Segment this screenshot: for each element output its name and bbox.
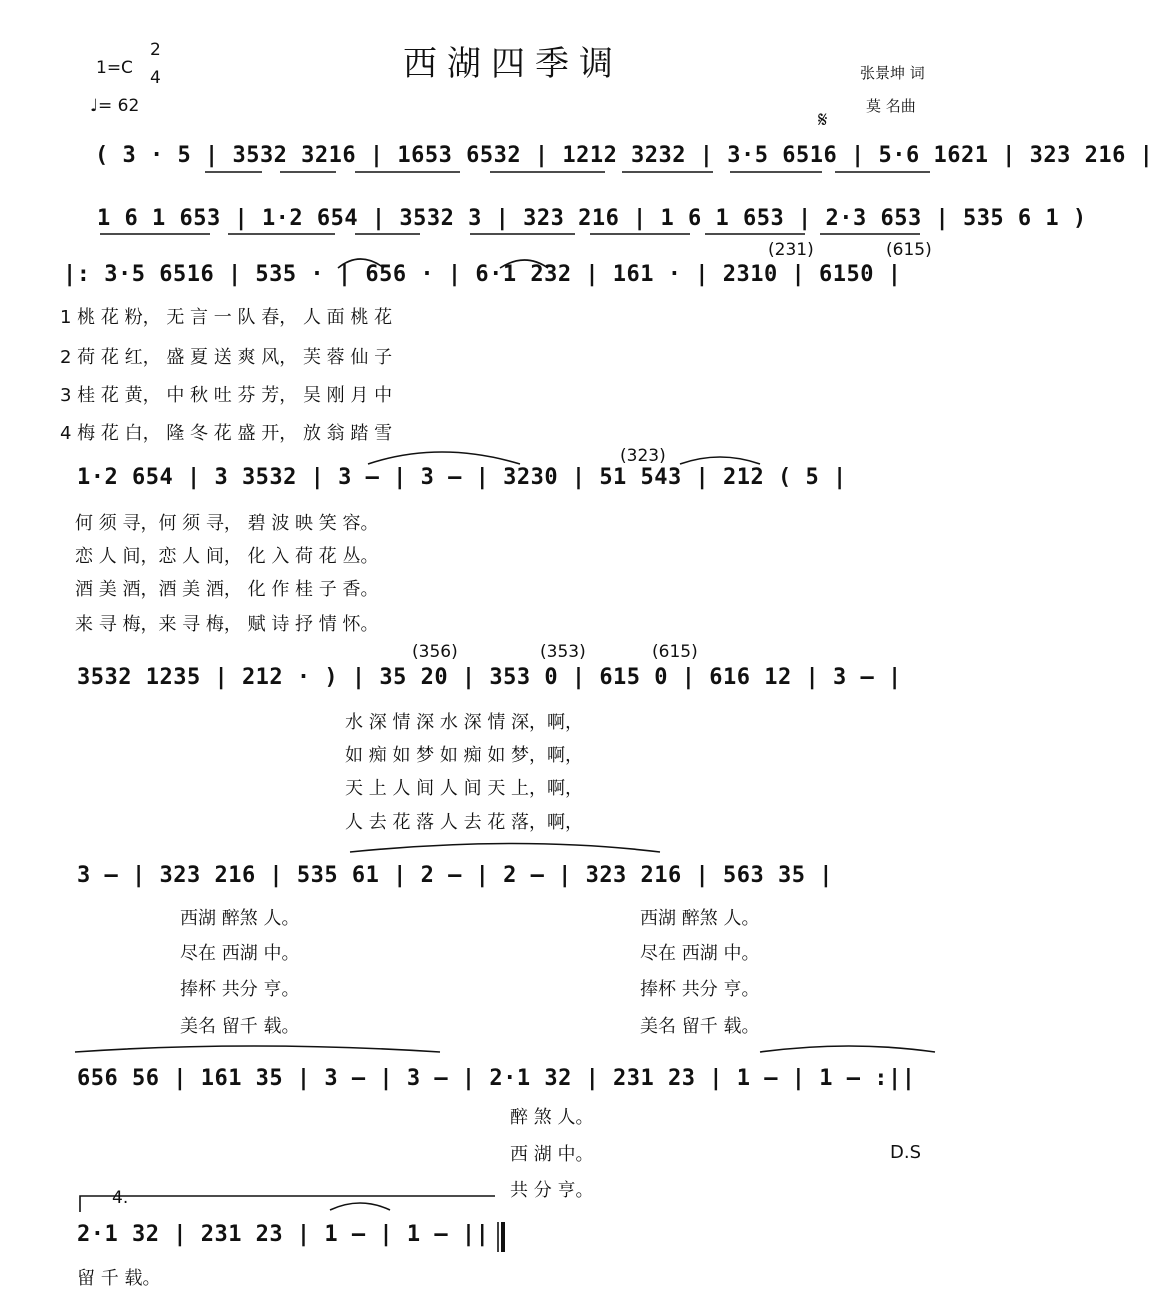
lyric-verse-3: 酒 美 酒，酒 美 酒， 化 作 桂 子 香。 [75, 579, 379, 600]
lyric-verse-1: 水 深 情 深 水 深 情 深，啊， [345, 712, 584, 733]
lyric-final-1: 醉 煞 人。 [510, 1107, 594, 1128]
lyric-verse-2: 尽在 西湖 中。 [640, 943, 760, 964]
lyric-verse-1: 何 须 寻，何 须 寻， 碧 波 映 笑 容。 [75, 513, 379, 534]
slur-arc [500, 260, 548, 268]
time-signature-top: 2 [150, 40, 161, 60]
slur-arc [760, 1046, 935, 1052]
tempo-marking: ♩= 62 [90, 96, 140, 116]
volta-number: 4. [112, 1188, 129, 1208]
notation-line-7: 656 56 | 161 35 | 3 — | 3 — | 2·1 32 | 231 23 | 1 — | 1 — :|| [77, 1066, 916, 1091]
segno-icon: 𝄋 [818, 108, 828, 133]
lyric-verse-4: 4 梅 花 白， 隆 冬 花 盛 开， 放 翁 踏 雪 [60, 423, 393, 444]
notation-line-8: 2·1 32 | 231 23 | 1 — | 1 — || [77, 1222, 490, 1247]
lyric-verse-3: 3 桂 花 黄， 中 秋 吐 芬 芳， 吴 刚 月 中 [60, 385, 393, 406]
lyric-verse-4: 美名 留千 载。 [640, 1016, 760, 1037]
alternate-notes: (615) [652, 642, 698, 662]
lyric-verse-4: 人 去 花 落 人 去 花 落，啊， [345, 812, 584, 833]
notation-line-3: |: 3·5 6516 | 535 · | 656 · | 6·1 232 | 161 · | 2310 | 6150 | [63, 262, 902, 287]
lyric-final-3: 共 分 亨。 [510, 1180, 594, 1201]
alternate-notes: (356) [412, 642, 458, 662]
slur-arc [330, 1203, 390, 1210]
song-title: 西湖四季调 [403, 44, 623, 84]
lyric-verse-4: 来 寻 梅，来 寻 梅， 赋 诗 抒 情 怀。 [75, 614, 379, 635]
alternate-notes: (231) [768, 240, 814, 260]
alternate-notes: (323) [620, 446, 666, 466]
slur-arc [338, 259, 384, 268]
volta-bracket [80, 1196, 495, 1212]
lyric-verse-1: 西湖 醉煞 人。 [180, 908, 300, 929]
key-signature: 1=C [96, 58, 133, 78]
lyric-verse-2: 2 荷 花 红， 盛 夏 送 爽 风， 芙 蓉 仙 子 [60, 347, 393, 368]
lyric-verse-3: 捧杯 共分 亨。 [640, 979, 760, 1000]
lyricist-credit: 张景坤 词 [860, 64, 925, 82]
lyric-verse-3: 天 上 人 间 人 间 天 上，啊， [345, 778, 584, 799]
notation-line-5: 3532 1235 | 212 · ) | 35 20 | 353 0 | 615 0 | 616 12 | 3 — | [77, 665, 902, 690]
slur-arc [680, 457, 760, 464]
dal-segno-marking: D.S [890, 1142, 922, 1163]
time-signature-bottom: 4 [150, 68, 161, 88]
lyric-verse-1: 1 桃 花 粉， 无 言 一 队 春， 人 面 桃 花 [60, 307, 393, 328]
lyric-verse-3: 捧杯 共分 亨。 [180, 979, 300, 1000]
alternate-notes: (615) [886, 240, 932, 260]
lyric-final-2: 西 湖 中。 [510, 1144, 594, 1165]
slur-arc [368, 452, 520, 464]
notation-line-2: 1 6 1 653 | 1·2 654 | 3532 3 | 323 216 | 1 6 1 653 | 2·3 653 | 535 6 1 ) [97, 206, 1087, 231]
notation-line-1: ( 3 · 5 | 3532 3216 | 1653 6532 | 1212 3232 | 3·5 6516 | 5·6 1621 | 323 216 | [95, 143, 1153, 168]
slur-arc [350, 844, 660, 853]
lyric-final-4: 留 千 载。 [77, 1268, 161, 1289]
lyric-verse-2: 尽在 西湖 中。 [180, 943, 300, 964]
lyric-verse-1: 西湖 醉煞 人。 [640, 908, 760, 929]
notation-line-4: 1·2 654 | 3 3532 | 3 — | 3 — | 3230 | 51 543 | 212 ( 5 | [77, 465, 847, 490]
alternate-notes: (353) [540, 642, 586, 662]
lyric-verse-2: 恋 人 间，恋 人 间， 化 入 荷 花 丛。 [75, 546, 379, 567]
composer-credit: 莫 名曲 [866, 97, 916, 115]
lyric-verse-2: 如 痴 如 梦 如 痴 如 梦，啊， [345, 745, 584, 766]
notation-line-6: 3 — | 323 216 | 535 61 | 2 — | 2 — | 323 216 | 563 35 | [77, 863, 833, 888]
lyric-verse-4: 美名 留千 载。 [180, 1016, 300, 1037]
slur-arc [75, 1046, 440, 1052]
